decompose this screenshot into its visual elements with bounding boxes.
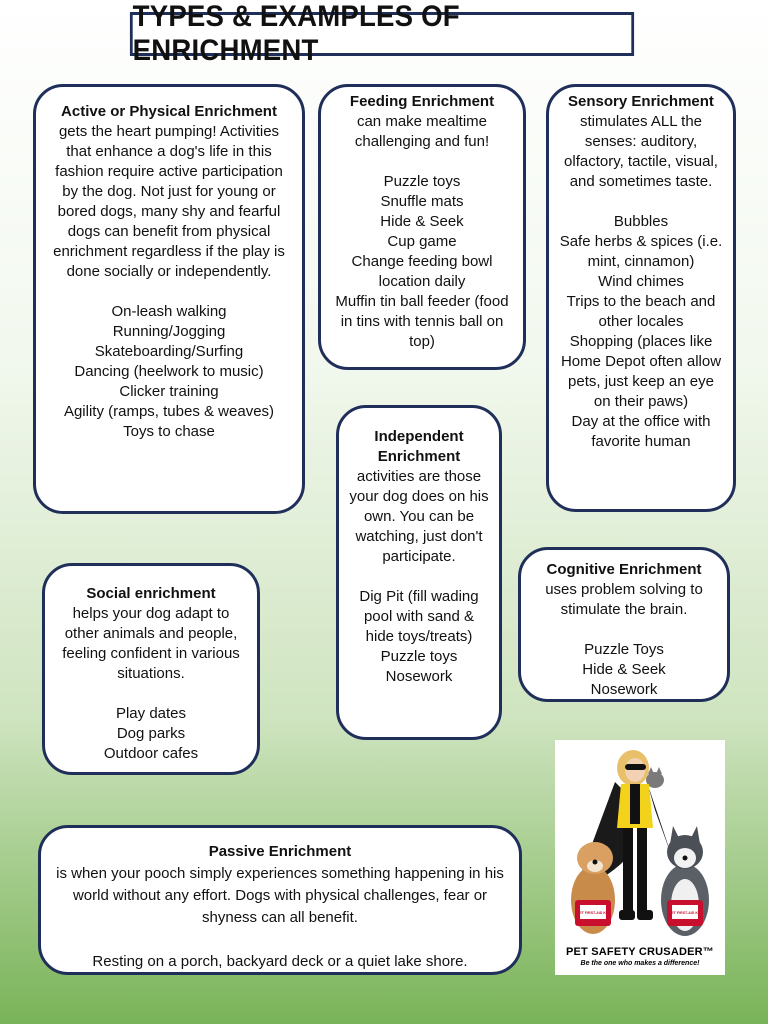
active-heading: Active or Physical Enrichment: [61, 103, 277, 120]
list-item: Puzzle toys: [380, 648, 458, 665]
cognitive-description: uses problem solving to stimulate the brain.: [545, 581, 703, 618]
shirt-shape: [630, 784, 640, 824]
left-dog-nose: [593, 860, 598, 865]
page-title: TYPES & EXAMPLES OF ENRICHMENT: [130, 12, 634, 56]
logo-name: PET SAFETY CRUSADER™: [565, 946, 715, 958]
list-item: Puzzle toys: [383, 173, 461, 190]
list-item: Dig Pit (fill wading pool with sand & hide toys/treats): [359, 588, 479, 645]
cat-ear-shape-2: [656, 767, 662, 774]
list-item: Skateboarding/Surfing: [94, 343, 244, 360]
boot-shape-2: [637, 910, 653, 920]
cognitive-enrichment-card: [518, 547, 730, 702]
list-item: Trips to the beach and other locales: [566, 293, 716, 330]
list-item: Bubbles: [613, 213, 669, 230]
pet-safety-crusader-logo: [555, 740, 725, 975]
list-item: Dog parks: [116, 725, 186, 742]
feeding-enrichment-card: [318, 84, 526, 370]
active-description: gets the heart pumping! Activities that enhance a dog's life in this fashion require active participation by the dog. Not just for young or bored dogs, many shy and fearful dogs can benefit from physical enrichment regardless if the play is done socially or independently.: [53, 123, 285, 280]
passive-heading: Passive Enrichment: [208, 843, 352, 860]
list-item: Play dates: [115, 705, 187, 722]
list-item: Clicker training: [119, 383, 219, 400]
leg-shape: [623, 828, 633, 913]
list-item: Day at the office with favorite human: [571, 413, 711, 450]
list-item: Snuffle mats: [380, 193, 464, 210]
sensory-heading: Sensory Enrichment: [568, 93, 714, 110]
right-dog-nose: [683, 856, 688, 861]
left-kit-label: PET FIRST-AID KIT: [576, 911, 610, 915]
right-kit-label: PET FIRST-AID KIT: [668, 911, 702, 915]
boot-shape: [619, 910, 635, 920]
social-description: helps your dog adapt to other animals and people, feeling confident in various situations.: [62, 605, 240, 682]
list-item: Safe herbs & spices (i.e. mint, cinnamon): [559, 233, 723, 270]
cognitive-heading: Cognitive Enrichment: [546, 561, 702, 578]
independent-enrichment-card: [336, 405, 502, 740]
list-item: Muffin tin ball feeder (food in tins with tennis ball on top): [335, 293, 509, 350]
list-item: Toys to chase: [123, 423, 215, 440]
independent-heading: Independent Enrichment: [374, 428, 464, 465]
list-item: Agility (ramps, tubes & weaves): [63, 403, 275, 420]
independent-description: activities are those your dog does on his own. You can be watching, just don't participate.: [349, 468, 489, 565]
list-item: Dancing (heelwork to music): [74, 363, 264, 380]
list-item: Shopping (places like Home Depot often allow pets, just keep an eye on their paws): [560, 333, 722, 410]
passive-enrichment-card: [38, 825, 522, 975]
list-item: Hide & Seek: [380, 213, 464, 230]
list-item: Running/Jogging: [112, 323, 226, 340]
list-item: Change feeding bowl location daily: [351, 253, 493, 290]
mask-shape: [625, 764, 646, 770]
active-intro: [46, 102, 292, 282]
list-item: Resting on a porch, backyard deck or a quiet lake shore.: [92, 953, 468, 970]
crusader-illustration: [555, 740, 725, 945]
feeding-description: can make mealtime challenging and fun!: [354, 113, 490, 150]
list-item: Nosework: [590, 681, 658, 698]
list-item: Nosework: [385, 668, 453, 685]
sensory-description: stimulates ALL the senses: auditory, olfactory, tactile, visual, and sometimes taste.: [564, 113, 718, 190]
feeding-heading: Feeding Enrichment: [349, 93, 495, 110]
list-item: Hide & Seek: [582, 661, 666, 678]
logo-tagline: Be the one who makes a difference!: [580, 960, 700, 967]
list-item: On-leash walking: [111, 303, 227, 320]
social-enrichment-card: [42, 563, 260, 775]
passive-description: is when your pooch simply experiences something happening in his world without any effort. Dogs with physical challenges, fear or shyness can all benefit.: [56, 865, 504, 926]
active-enrichment-card: [33, 84, 305, 514]
list-item: Puzzle Toys: [584, 641, 664, 658]
list-item: Wind chimes: [598, 273, 684, 290]
sensory-enrichment-card: [546, 84, 736, 512]
leg-shape-2: [637, 828, 647, 913]
list-item: Cup game: [387, 233, 457, 250]
list-item: Outdoor cafes: [103, 745, 199, 762]
social-heading: Social enrichment: [86, 585, 216, 602]
